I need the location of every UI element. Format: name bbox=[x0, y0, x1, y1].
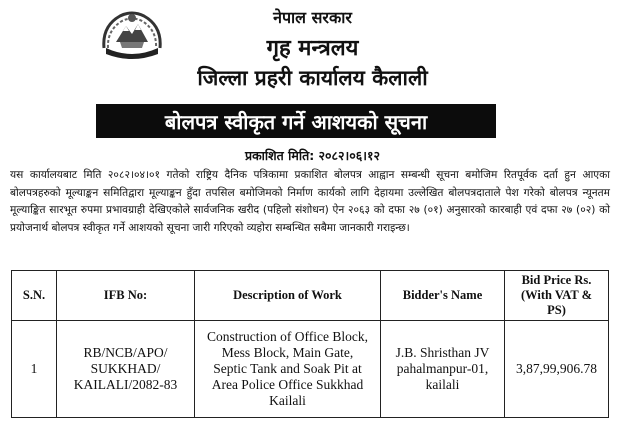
desc-line: Mess Block, Main Gate, bbox=[221, 345, 354, 360]
desc-line: Area Police Office Sukkhad bbox=[211, 377, 364, 392]
desc-line: Construction of Office Block, bbox=[207, 329, 368, 344]
notice-title-banner bbox=[96, 104, 496, 138]
bid-table bbox=[11, 270, 609, 418]
header-price-line: Bid Price Rs. bbox=[521, 273, 592, 287]
notice-title: बोलपत्र स्वीकृत गर्ने आशयको सूचना bbox=[164, 109, 428, 134]
header-ifb: IFB No: bbox=[57, 271, 195, 321]
header-bid-price bbox=[505, 271, 609, 321]
cell-sn: 1 bbox=[12, 321, 57, 418]
body-line: बमोजिम रितपूर्वक दर्ता हुन आएका बोलपत्रहरुको मूल्याङ्कन समितिद्वारा मूल्याङ्कन हुँदा तपसिल बमोजिमको निर्माण bbox=[10, 169, 611, 199]
bidder-line: J.B. Shristhan JV bbox=[395, 345, 490, 360]
table-row bbox=[12, 321, 609, 418]
ifb-line: RB/NCB/APO/ bbox=[83, 345, 168, 360]
bidder-line: pahalmanpur-01, bbox=[396, 361, 489, 376]
header-sn: S.N. bbox=[12, 271, 57, 321]
header-description: Description of Work bbox=[195, 271, 381, 321]
table-header-row bbox=[12, 271, 609, 321]
bidder-line: kailali bbox=[425, 377, 460, 392]
header-price-line: PS) bbox=[547, 303, 566, 317]
cell-ifb bbox=[57, 321, 195, 418]
cell-bidder bbox=[381, 321, 505, 418]
desc-line: Kailali bbox=[269, 393, 306, 408]
body-line: कार्यको लागि देहायमा उल्लेखित बोलपत्रदाताले पेश गरेको बोलपत्र न्यूनतम मूल्याङ्कित सारभूत रुपमा प्रभावग्राही bbox=[10, 186, 610, 217]
header-price-line: (With VAT & bbox=[520, 288, 593, 302]
body-line: देखिएकोले सार्वजनिक खरीद (पहिलो संशोधन) ऐन २०६३ को दफा २७ (०१) अनुसारको कारबाही एवं दफा २७ (०२) bbox=[148, 204, 596, 217]
ifb-line: SUKKHAD/ bbox=[90, 361, 161, 376]
notice-body bbox=[10, 167, 610, 237]
published-date: प्रकाशित मिति: २०८२।०६।१२ bbox=[244, 148, 381, 163]
ministry-name: गृह मन्त्रलय bbox=[266, 36, 359, 61]
desc-line: Septic Tank and Soak Pit at bbox=[213, 361, 362, 376]
cell-description bbox=[195, 321, 381, 418]
body-line: यस कार्यालयबाट मिति २०८२।०४।०१ गतेको राष्ट्रिय दैनिक पत्रिकामा प्रकाशित बोलपत्र आह्वान सम्बन्धी सूचना bbox=[10, 169, 459, 181]
cell-bid-price: 3,87,99,906.78 bbox=[505, 321, 609, 418]
body-line: को प्रयोजनार्थ बोलपत्र स्वीकृत गर्ने आशयको सूचना जारी गरिएको व्यहोरा सम्बन्धित सबैमा जानकारी गराइन्छ। bbox=[10, 204, 610, 234]
ifb-line: KAILALI/2082-83 bbox=[73, 377, 178, 392]
office-name: जिल्ला प्रहरी कार्यालय कैलाली bbox=[197, 66, 428, 90]
header-bidder: Bidder's Name bbox=[381, 271, 505, 321]
government-name: नेपाल सरकार bbox=[273, 8, 352, 27]
